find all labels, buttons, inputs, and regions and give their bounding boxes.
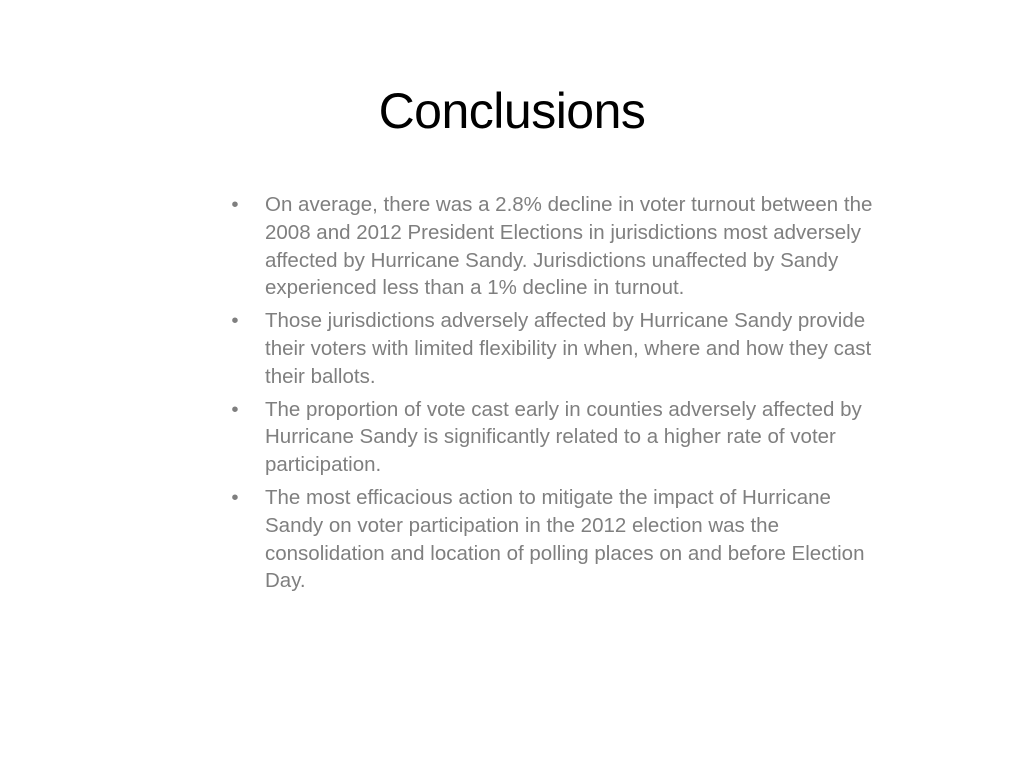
slide-title: Conclusions: [378, 83, 646, 139]
bullet-icon: •: [231, 193, 239, 216]
bullet-list: [228, 191, 876, 600]
bullet-item: [228, 396, 876, 479]
bullet-text: The proportion of vote cast early in counties adversely affected by Hurricane Sandy is significantly related to a higher rate of voter participation.: [265, 397, 862, 477]
bullet-text: On average, there was a 2.8% decline in voter turnout between the 2008 and 2012 President Elections in jurisdictions most adversely affected by Hurricane Sandy. Jurisdictions unaffected by Sandy experienced less than a 1% decline in turnout.: [265, 193, 873, 300]
bullet-item: [228, 191, 876, 302]
bullet-icon: •: [231, 309, 239, 333]
bullet-item: [228, 307, 876, 390]
bullet-icon: •: [231, 485, 239, 509]
bullet-icon: •: [231, 397, 239, 421]
bullet-item: [228, 484, 876, 595]
bullet-text: Those jurisdictions adversely affected by Hurricane Sandy provide their voters with limited flexibility in when, where and how they cast their ballots.: [265, 309, 872, 388]
bullet-text: The most efficacious action to mitigate the impact of Hurricane Sandy on voter participation in the 2012 election was the consolidation and location of polling places on and before Election Day.: [265, 485, 865, 593]
